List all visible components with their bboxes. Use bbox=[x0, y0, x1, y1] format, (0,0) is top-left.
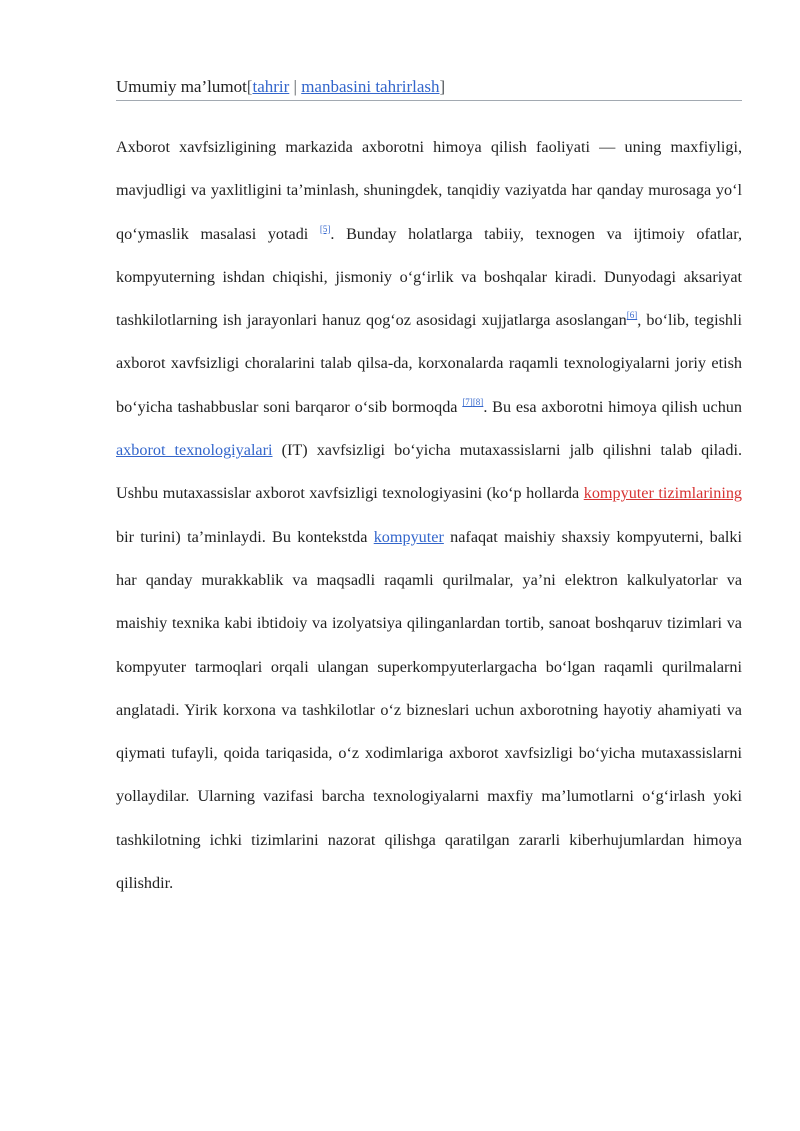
section-title: Umumiy ma’lumot bbox=[116, 77, 247, 96]
paragraph-text: (IT) xavfsizligi bo‘yicha mutaxassislarni jalb qilishni talab qiladi. Ushbu mutaxassislar axborot xavfsizligi texnologiyasini (ko‘p hollarda bbox=[116, 441, 742, 503]
paragraph-text: . Bunday holatlarga tabiiy, texnogen va ijtimoiy ofatlar, kompyuterning ishdan chiqishi, jismoniy o‘g‘irlik va boshqalar kiradi. Dunyodagi aksariyat tashkilotlarning ish jarayonlari hanuz qog‘oz asosidagi xujjatlarga asoslangan bbox=[116, 224, 742, 330]
paragraph-text: , bo‘lib, tegishli axborot xavfsizligi choralarini talab qilsa-da, korxonalarda raqamli texnologiyalarni joriy etish bo‘yicha tashabbuslar soni barqaror o‘sib bormoqda bbox=[116, 311, 742, 416]
reference-8-link[interactable]: [8] bbox=[472, 396, 484, 407]
reference-7-8 bbox=[462, 397, 483, 407]
reference-5-link[interactable]: [5] bbox=[319, 223, 331, 234]
paragraph-text: bir turini) ta’minlaydi. Bu kontekstda bbox=[116, 527, 374, 546]
reference-7-link[interactable]: [7] bbox=[462, 396, 473, 407]
edit-bracket-close: ] bbox=[439, 77, 446, 96]
paragraph-text: Axborot xavfsizligining markazida axborotni himoya qilish faoliyati — uning maxfiyligi, mavjudligi va yaxlitligini ta’minlash, shuningdek, tanqidiy vaziyatda har qanday murosaga yo‘l qo‘ymaslik masalasi yotadi bbox=[116, 138, 742, 243]
reference-6 bbox=[627, 310, 638, 320]
reference-5 bbox=[320, 224, 331, 234]
body-paragraph bbox=[116, 126, 742, 905]
redlink-kompyuter-tizimlarining[interactable]: kompyuter tizimlarining bbox=[583, 484, 743, 503]
edit-source-link[interactable]: manbasini tahrirlash bbox=[301, 77, 440, 96]
reference-6-link[interactable]: [6] bbox=[626, 310, 638, 321]
section-heading bbox=[116, 76, 742, 101]
edit-bracket-open: [ bbox=[246, 77, 253, 96]
paragraph-text: nafaqat maishiy shaxsiy kompyuterni, balki har qanday murakkablik va maqsadli raqamli qurilmalar, ya’ni elektron kalkulyatorlar va maishiy texnika kabi ibtidoiy va izolyatsiya qilinganlardan tortib, sanoat boshqaruv tizimlari va kompyuter tarmoqlari orqali ulangan superkompyuterlargacha bo‘lgan raqamli qurilmalarni anglatadi. Yirik korxona va tashkilotlar o‘z bizneslari uchun axborotning hayotiy ahamiyati va qiymati tufayli, qoida tariqasida, o‘z xodimlariga axborot xavfsizligi bo‘yicha mutaxassislarni yollaydilar. Ularning vazifasi barcha texnologiyalarni maxfiy ma’lumotlarni o‘g‘irlash yoki tashkilotning ichki tizimlarini nazorat qilishga qaratilgan zararli kiberhujumlardan himoya qilishdir. bbox=[116, 527, 742, 893]
link-kompyuter[interactable]: kompyuter bbox=[373, 527, 444, 546]
link-axborot-texnologiyalari[interactable]: axborot texnologiyalari bbox=[116, 441, 273, 460]
edit-link[interactable]: tahrir bbox=[252, 77, 290, 96]
paragraph-text: . Bu esa axborotni himoya qilish uchun bbox=[483, 397, 742, 416]
edit-separator: | bbox=[289, 77, 302, 96]
